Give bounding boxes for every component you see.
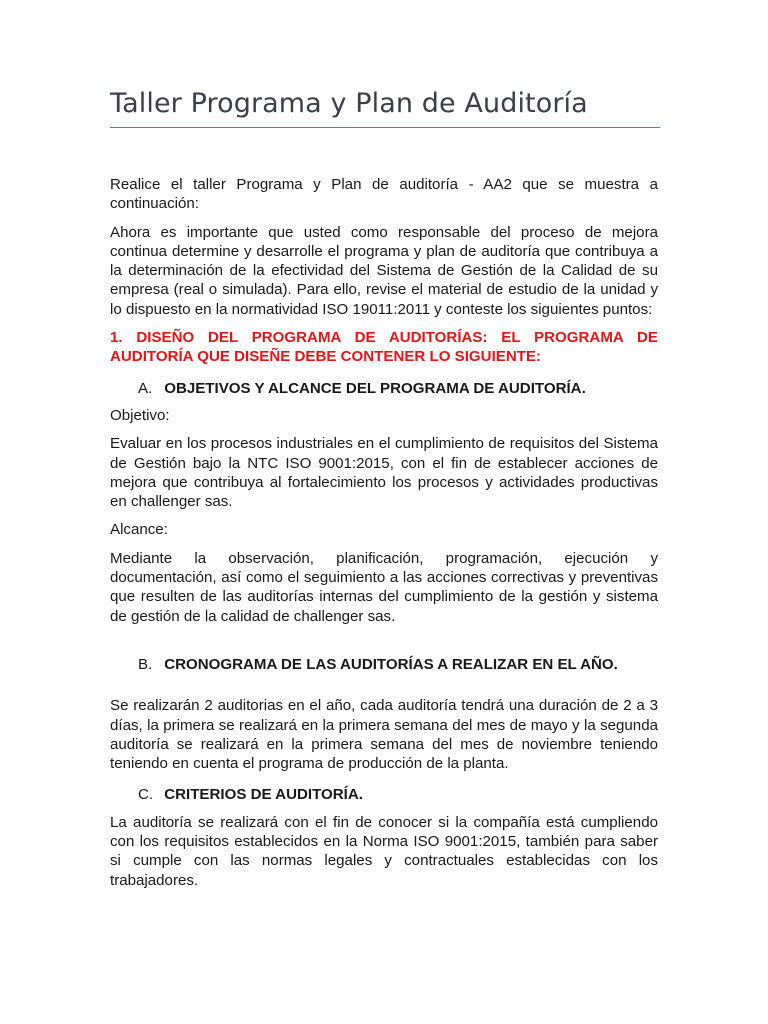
item-b-heading [138, 655, 658, 674]
spacer [110, 682, 658, 696]
objective-label: Objetivo: [110, 406, 170, 424]
title-block [110, 86, 660, 128]
item-c-letter: C. [138, 786, 154, 804]
intro-paragraph: Realice el taller Programa y Plan de auditoría - AA2 que se muestra a continuación: [110, 176, 658, 213]
item-a-letter: A. [138, 379, 153, 397]
schedule-text: Se realizarán 2 auditorias en el año, cada auditoría tendrá una duración de 2 a 3 días, la primera se realizará en la primera semana del mes de mayo y la segunda auditoría se realizará en la primera semana del mes de noviembre teniendo teniendo en cuenta el programa de producción de la planta. [110, 697, 658, 773]
title-underline [110, 127, 660, 128]
section-1-heading: 1. DISEÑO DEL PROGRAMA DE AUDITORÍAS: EL PROGRAMA DE AUDITORÍA QUE DISEÑE DEBE CONTENER LO SIGUIENTE: [110, 329, 658, 366]
objective-text: Evaluar en los procesos industriales en el cumplimiento de requisitos del Sistema de Gestión bajo la NTC ISO 9001:2015, con el fin de establecer acciones de mejora que contribuya al fortalecimiento los procesos y actividades productivas en challenger sas. [110, 435, 658, 511]
spacer [110, 635, 658, 643]
item-b-letter: B. [138, 655, 153, 673]
item-c-title: CRITERIOS DE AUDITORÍA. [164, 786, 363, 804]
instructions-paragraph: Ahora es importante que usted como responsable del proceso de mejora continua determine y desarrolle el programa y plan de auditoría que contribuya a la determinación de la efectividad del Sistema de Gestión de la Calidad de su empresa (real o simulada). Para ello, revise el material de estudio de la unidad y lo dispuesto en la normatividad ISO 19011:2011 y conteste los siguientes puntos: [110, 223, 658, 318]
page-title: Taller Programa y Plan de Auditoría [110, 88, 588, 119]
item-b-title: CRONOGRAMA DE LAS AUDITORÍAS A REALIZAR EN EL AÑO. [164, 655, 618, 673]
document-body [110, 175, 658, 899]
scope-label: Alcance: [110, 521, 168, 539]
criteria-text: La auditoría se realizará con el fin de conocer si la compañía está cumpliendo con los requisitos establecidos en la Norma ISO 9001:2015, también para saber si cumple con las normas legales y contractuales establecidas con los trabajadores. [110, 813, 658, 889]
item-a-title: OBJETIVOS Y ALCANCE DEL PROGRAMA DE AUDITORÍA. [164, 379, 586, 397]
scope-text: Mediante la observación, planificación, programación, ejecución y documentación, así como el seguimiento a las acciones correctivas y preventivas que resulten de las auditorías internas del cumplimiento de la gestión y sistema de gestión de la calidad de challenger sas. [110, 549, 658, 625]
item-c-heading [138, 785, 658, 804]
item-a-heading [138, 379, 658, 398]
